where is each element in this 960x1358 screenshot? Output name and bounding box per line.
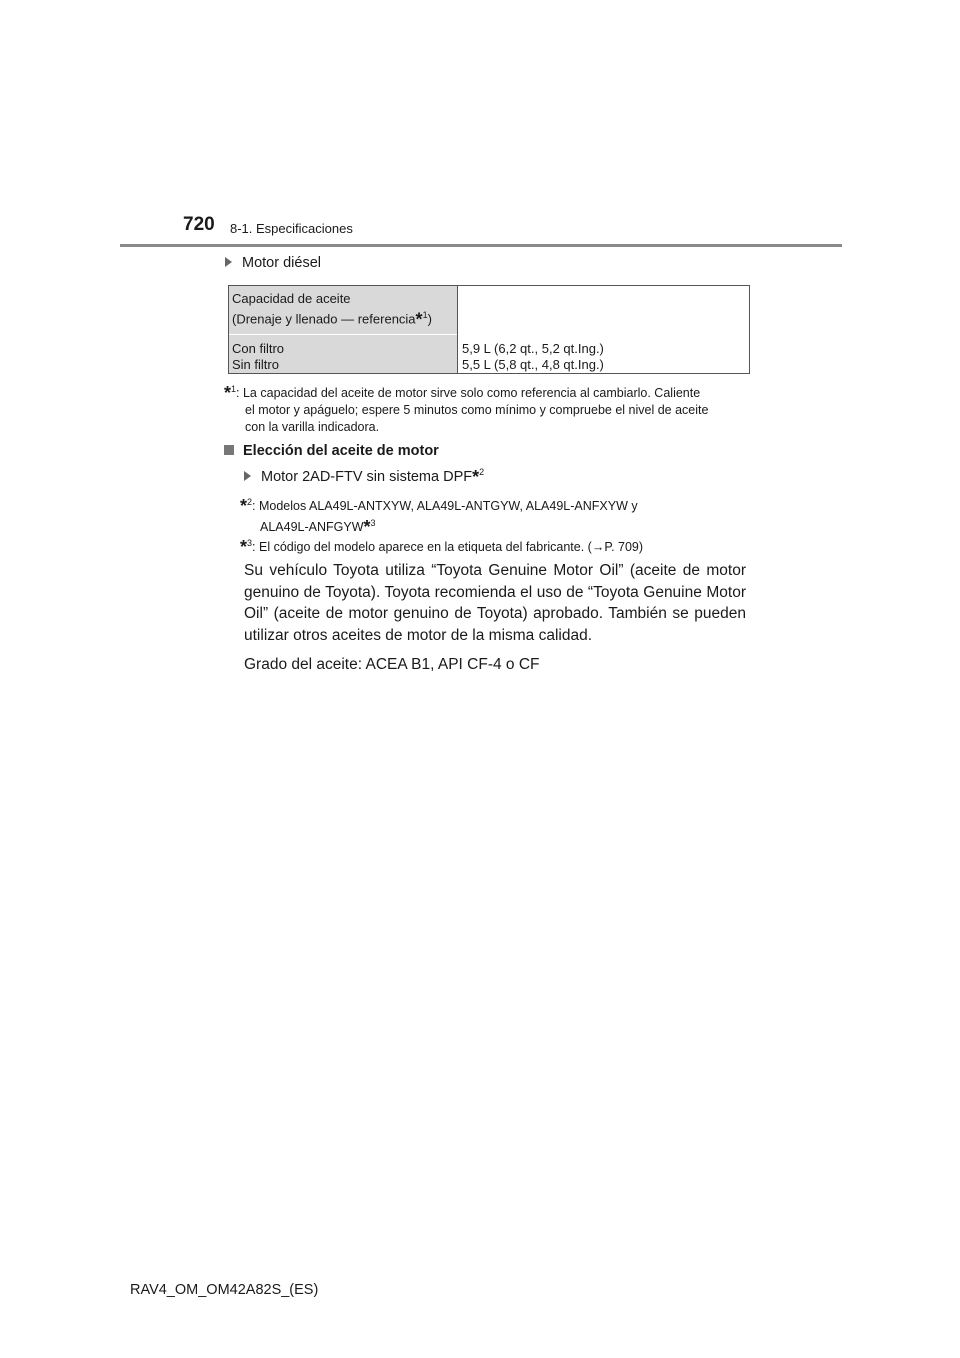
page-number: 720	[183, 214, 215, 235]
footnote-2: *$^2$: Modelos ALA49L-ANTXYW, ALA49L-ANTGYW, ALA49L-ANFXYW y ALA49L-ANFGYW*$^3$	[240, 496, 638, 538]
footnote-1: *$^1$: La capacidad del aceite de motor sirve solo como referencia al cambiarlo. Caliente el motor y apáguelo; espere 5 minutos como mínimo y compruebe el nivel de aceite con la varilla indicadora.	[224, 383, 709, 435]
table-label-column	[229, 286, 458, 373]
row-value-without-filter: 5,5 L (5,8 qt., 4,8 qt.Ing.)	[462, 357, 604, 372]
page-reference-link[interactable]: P. 709)	[604, 540, 644, 555]
subsection-title: Motor diésel	[242, 255, 321, 271]
footnote-3: *$^3$: El código del modelo aparece en la etiqueta del fabricante. (→P. 709)	[240, 537, 644, 558]
table-header-line1: Capacidad de aceite	[232, 291, 351, 306]
subsection-engine-2ad: Motor 2AD-FTV sin sistema DPF*$^2$	[244, 467, 484, 488]
triangle-bullet-icon	[244, 471, 251, 481]
section-heading-oil-selection: Elección del aceite de motor	[224, 443, 439, 459]
oil-description-paragraph: Su vehículo Toyota utiliza “Toyota Genuine Motor Oil” (aceite de motor genuino de Toyota). Toyota recomienda el uso de “Toyota Genuine Motor Oil” (aceite de motor genuino de Toyota) aprobado. También se pueden utilizar otros aceites de motor de la misma calidad.	[244, 562, 746, 644]
row-label-with-filter: Con filtro	[232, 341, 285, 356]
arrow-icon: →	[591, 540, 605, 555]
section-title: 8-1. Especificaciones	[230, 221, 353, 236]
triangle-bullet-icon	[225, 257, 232, 267]
footnote-ref: 1	[422, 310, 428, 320]
oil-grade: Grado del aceite: ACEA B1, API CF-4 o CF	[244, 656, 540, 673]
oil-capacity-table	[228, 285, 750, 374]
subsection-diesel	[225, 255, 321, 271]
row-label-without-filter: Sin filtro	[232, 357, 279, 372]
row-value-with-filter: 5,9 L (6,2 qt., 5,2 qt.Ing.)	[462, 341, 604, 356]
table-header-line2: (Drenaje y llenado — referencia*$^1$)	[232, 309, 432, 330]
square-bullet-icon	[224, 445, 234, 455]
table-header-cell	[232, 291, 457, 328]
table-value-column	[458, 286, 749, 373]
table-divider	[229, 334, 457, 335]
manual-code-footer: RAV4_OM_OM42A82S_(ES)	[130, 1282, 319, 1298]
header-rule	[120, 244, 842, 247]
